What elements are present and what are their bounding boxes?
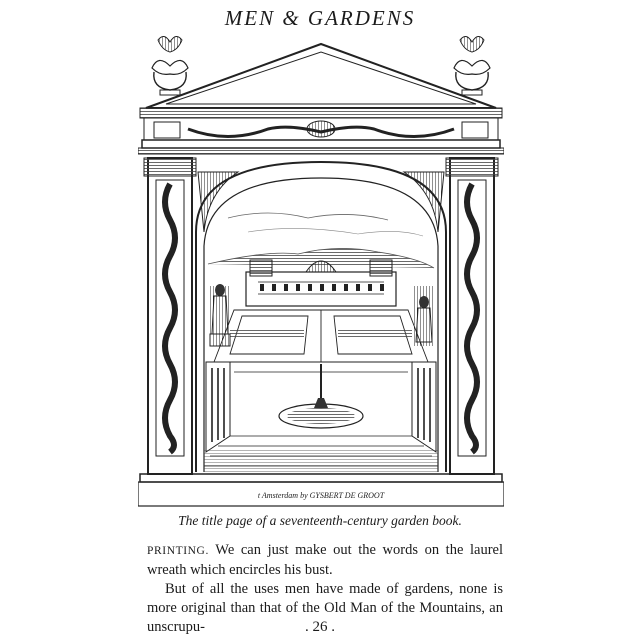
paragraph-lead: PRINTING.: [147, 545, 209, 557]
engraver-line: t Amsterdam by GYSBERT DE GROOT: [257, 491, 385, 500]
page-number: . 26 .: [305, 619, 335, 635]
palace-icon: [246, 260, 396, 306]
title-page-engraving: [138, 32, 504, 510]
running-header: MEN & GARDENS: [224, 6, 416, 30]
pilaster-icon: [144, 158, 196, 474]
paragraph: [147, 541, 503, 580]
paragraph-text: We can just make out the words on the laurel wreath which encircles his bust.: [147, 542, 503, 578]
fountain-icon: [279, 364, 363, 428]
pilaster-icon: [446, 158, 498, 474]
paragraph: But of all the uses men have made of gardens, none is more original than that of the Old Man of the Mountains, an unscrupu-: [147, 581, 503, 635]
garland-icon: [154, 121, 488, 138]
urn-icon: [454, 36, 490, 95]
figure-caption: The title page of a seventeenth-century garden book.: [178, 513, 462, 528]
urn-icon: [152, 36, 188, 95]
